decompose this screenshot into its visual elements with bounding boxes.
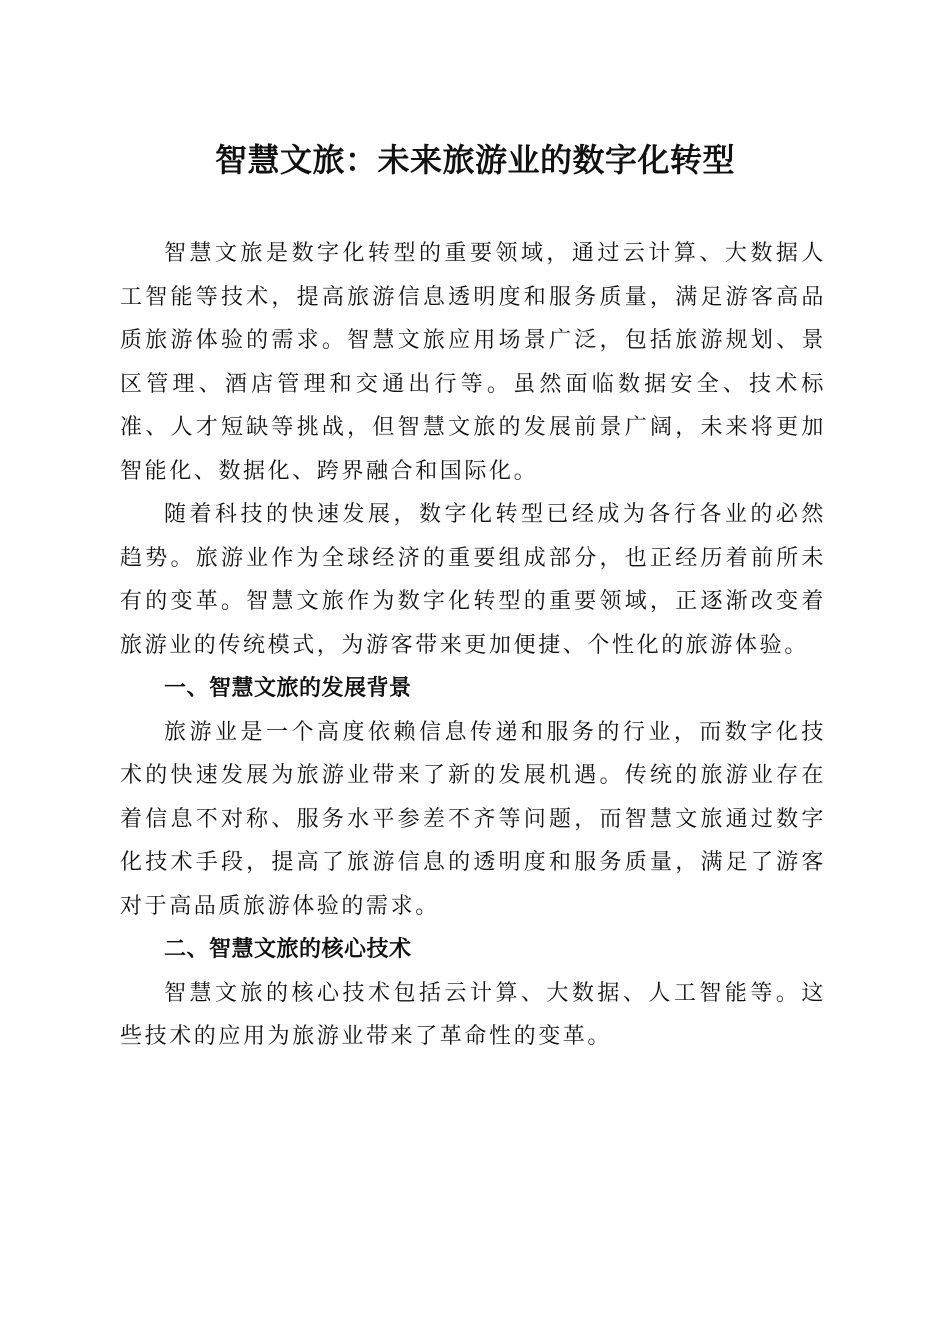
- document-body: [120, 232, 826, 1059]
- section-heading-core-technology: 二、智慧文旅的核心技术: [164, 937, 412, 962]
- section-heading-background: 一、智慧文旅的发展背景: [164, 676, 412, 701]
- paragraph-background: 旅游业是一个高度依赖信息传递和服务的行业，而数字化技术的快速发展为旅游业带来了新的发展机遇。传统的旅游业存在着信息不对称、服务水平参差不齐等问题，而智慧文旅通过数字化技术手段，提高了旅游信息的透明度和服务质量，满足了游客对于高品质旅游体验的需求。: [120, 719, 826, 919]
- paragraph-intro-context: 随着科技的快速发展，数字化转型已经成为各行各业的必然趋势。旅游业作为全球经济的重要组成部分，也正经历着前所未有的变革。智慧文旅作为数字化转型的重要领域，正逐渐改变着旅游业的传统模式，为游客带来更加便捷、个性化的旅游体验。: [120, 502, 826, 658]
- document-title: 智慧文旅：未来旅游业的数字化转型: [214, 141, 735, 179]
- paragraph-intro-summary: 智慧文旅是数字化转型的重要领域，通过云计算、大数据人工智能等技术，提高旅游信息透明度和服务质量，满足游客高品质旅游体验的需求。智慧文旅应用场景广泛，包括旅游规划、景区管理、酒店管理和交通出行等。虽然面临数据安全、技术标准、人才短缺等挑战，但智慧文旅的发展前景广阔，未来将更加智能化、数据化、跨界融合和国际化。: [120, 241, 826, 484]
- paragraph-core-technology: 智慧文旅的核心技术包括云计算、大数据、人工智能等。这些技术的应用为旅游业带来了革命性的变革。: [120, 980, 826, 1049]
